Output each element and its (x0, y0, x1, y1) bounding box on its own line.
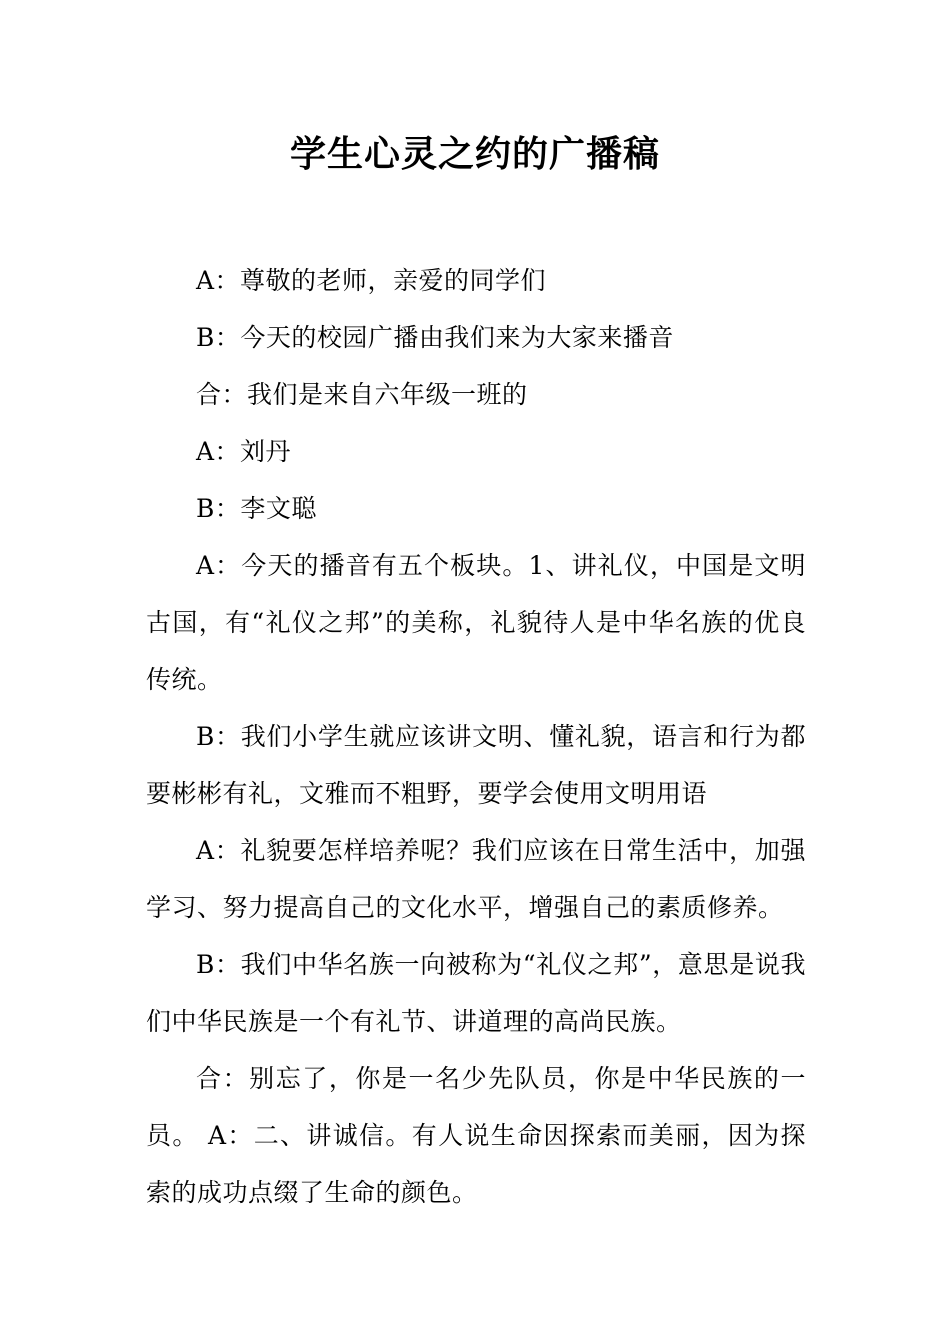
paragraph-6: A：今天的播音有五个板块。1、讲礼仪，中国是文明古国，有“礼仪之邦”的美称，礼貌待人是中华名族的优良传统。 (146, 551, 806, 694)
paragraph-3: 合：我们是来自六年级一班的 (196, 380, 528, 409)
paragraph-4: A：刘丹 (196, 437, 292, 466)
paragraph-1: A：尊敬的老师，亲爱的同学们 (196, 266, 547, 295)
paragraph-2: B：今天的校园广播由我们来为大家来播音 (196, 323, 674, 352)
paragraph-5: B：李文聪 (196, 494, 317, 523)
paragraph-7: B：我们小学生就应该讲文明、懂礼貌，语言和行为都要彬彬有礼，文雅而不粗野，要学会使用文明用语 (146, 722, 806, 808)
paragraph-8: A：礼貌要怎样培养呢？我们应该在日常生活中，加强学习、努力提高自己的文化水平，增强自己的素质修养。 (146, 836, 806, 922)
document-body (146, 252, 806, 1221)
paragraph-9: B：我们中华名族一向被称为“礼仪之邦”，意思是说我们中华民族是一个有礼节、讲道理的高尚民族。 (146, 950, 806, 1036)
paragraph-10: 合：别忘了，你是一名少先队员，你是中华民族的一员。 A：二、讲诚信。有人说生命因探索而美丽，因为探索的成功点缀了生命的颜色。 (146, 1064, 806, 1207)
document-title: 学生心灵之约的广播稿 (289, 133, 660, 175)
